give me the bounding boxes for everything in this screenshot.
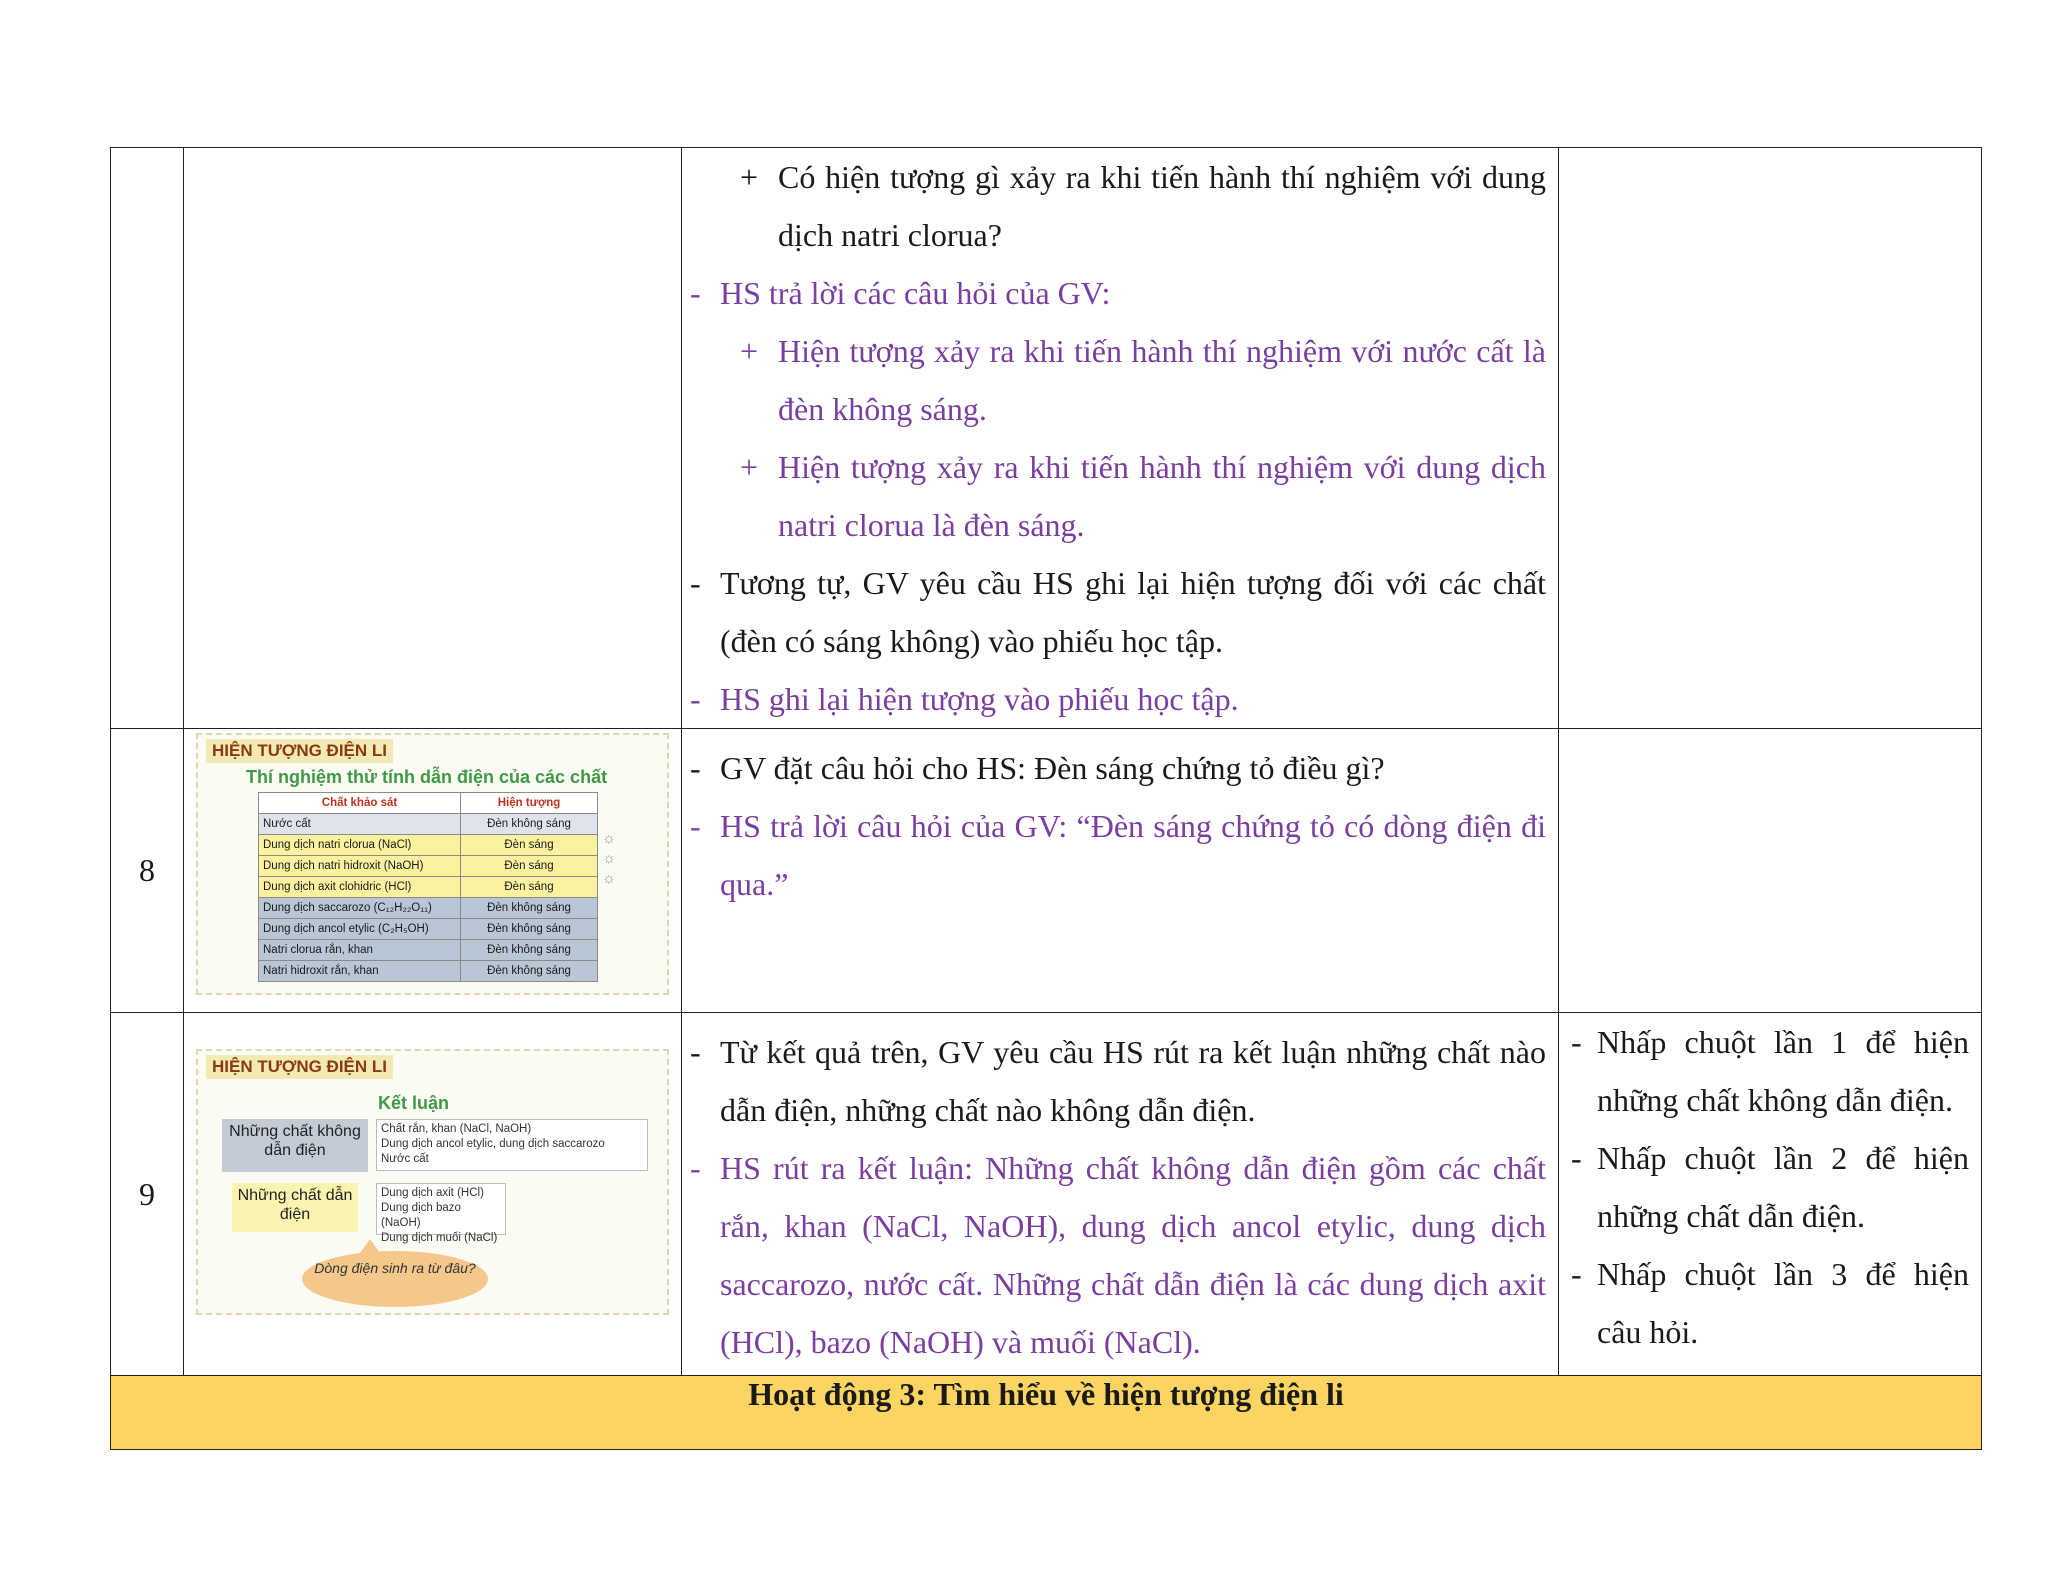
activity-line: - HS trả lời câu hỏi của GV: “Đèn sáng chứng tỏ có dòng điện đi qua.” [690, 808, 1546, 902]
substance-cell: Dung dịch axit clohidric (HCl) [259, 877, 461, 898]
activity-line: - Tương tự, GV yêu cầu HS ghi lại hiện tượng đối với các chất (đèn có sáng không) vào phiếu học tập. [690, 565, 1546, 659]
conductors-label: Những chất dẫn điện [232, 1183, 358, 1232]
nonconductors-label: Những chất không dẫn điện [222, 1119, 368, 1172]
activity-cell [682, 1013, 1559, 1376]
activity-line: - Từ kết quả trên, GV yêu cầu HS rút ra kết luận những chất nào dẫn điện, những chất nào không dẫn điện. [690, 1034, 1546, 1128]
note-cell [1559, 1013, 1982, 1376]
substance-cell: Natri hidroxit rắn, khan [259, 961, 461, 982]
activity-line: - HS rút ra kết luận: Những chất không dẫn điện gồm các chất rắn, khan (NaCl, NaOH), dung dịch ancol etylic, dung dịch saccarozo, nước cất. Những chất dẫn điện là các dung dịch axit (HCl), bazo (NaOH) và muối (NaCl). [690, 1150, 1546, 1360]
result-cell: Đèn không sáng [461, 898, 598, 919]
step-number: 9 [111, 1013, 184, 1376]
slide-tag: HIỆN TƯỢNG ĐIỆN LI [206, 1055, 393, 1079]
step-number: 8 [111, 729, 184, 1013]
lightbulb-icon: ☼ [602, 830, 616, 847]
section-header: Hoạt động 3: Tìm hiểu về hiện tượng điện li [111, 1376, 1982, 1450]
note-line: - Nhấp chuột lần 1 để hiện những chất không dẫn điện. [1571, 1024, 1969, 1118]
result-cell: Đèn không sáng [461, 940, 598, 961]
slide-cell [184, 1013, 682, 1376]
nonconductors-list: Chất rắn, khan (NaCl, NaOH) Dung dịch ancol etylic, dung dịch saccarozo Nước cất [376, 1119, 648, 1171]
activity-line: - HS trả lời các câu hỏi của GV: [690, 275, 1111, 311]
slide-cell [184, 729, 682, 1013]
lightbulb-icon: ☼ [602, 870, 616, 887]
result-cell: Đèn không sáng [461, 961, 598, 982]
activity-line: + Có hiện tượng gì xảy ra khi tiến hành thí nghiệm với dung dịch natri clorua? [740, 159, 1546, 253]
step-number-cell [111, 148, 184, 729]
note-line: - Nhấp chuột lần 2 để hiện những chất dẫn điện. [1571, 1140, 1969, 1234]
activity-line: + Hiện tượng xảy ra khi tiến hành thí nghiệm với dung dịch natri clorua là đèn sáng. [740, 449, 1546, 543]
table-row [111, 148, 1982, 729]
note-cell [1559, 148, 1982, 729]
table-row [111, 729, 1982, 1013]
slide-thumbnail-conclusion [196, 1049, 669, 1315]
lesson-plan-table [110, 147, 1982, 1450]
slide-cell [184, 148, 682, 729]
substance-cell: Dung dịch saccarozo (C₁₂H₂₂O₁₁) [259, 898, 461, 919]
activity-line: - HS ghi lại hiện tượng vào phiếu học tập. [690, 681, 1239, 717]
table-row [111, 1013, 1982, 1376]
conductors-list: Dung dịch axit (HCl) Dung dịch bazo (NaOH) Dung dịch muối (NaCl) [376, 1183, 506, 1235]
slide-title: Kết luận [378, 1093, 450, 1113]
activity-line: + Hiện tượng xảy ra khi tiến hành thí nghiệm với nước cất là đèn không sáng. [740, 333, 1546, 427]
column-header: Hiện tượng [461, 793, 598, 814]
result-cell: Đèn không sáng [461, 814, 598, 835]
result-cell: Đèn sáng [461, 835, 598, 856]
slide-tag: HIỆN TƯỢNG ĐIỆN LI [206, 739, 393, 763]
substance-cell: Nước cất [259, 814, 461, 835]
question-bubble: Dòng điện sinh ra từ đâu? [302, 1251, 488, 1307]
note-line: - Nhấp chuột lần 3 để hiện câu hỏi. [1571, 1256, 1969, 1350]
experiment-table [258, 792, 598, 982]
slide-title: Thí nghiệm thử tính dẫn điện của các chất [246, 767, 608, 787]
result-cell: Đèn sáng [461, 877, 598, 898]
result-cell: Đèn không sáng [461, 919, 598, 940]
column-header: Chất khảo sát [259, 793, 461, 814]
substance-cell: Dung dịch ancol etylic (C₂H₅OH) [259, 919, 461, 940]
substance-cell: Natri clorua rắn, khan [259, 940, 461, 961]
result-cell: Đèn sáng [461, 856, 598, 877]
note-cell [1559, 729, 1982, 1013]
activity-cell [682, 729, 1559, 1013]
substance-cell: Dung dịch natri clorua (NaCl) [259, 835, 461, 856]
slide-thumbnail-experiment [196, 733, 669, 995]
lightbulb-icon: ☼ [602, 850, 616, 867]
substance-cell: Dung dịch natri hidroxit (NaOH) [259, 856, 461, 877]
activity-cell [682, 148, 1559, 729]
table-row [111, 1376, 1982, 1450]
activity-line: - GV đặt câu hỏi cho HS: Đèn sáng chứng tỏ điều gì? [690, 750, 1385, 786]
